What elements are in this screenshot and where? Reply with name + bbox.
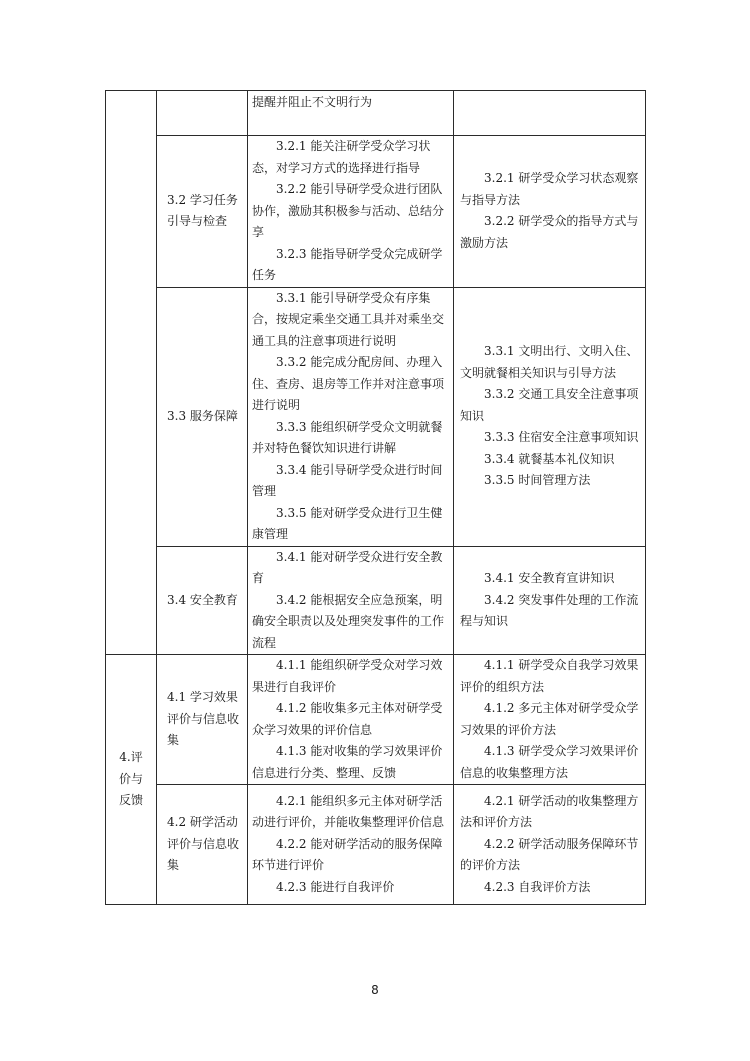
skill-item: 3.3.5 能对研学受众进行卫生健康管理 [252, 505, 443, 541]
table-row [106, 287, 646, 546]
skill-item: 3.2.1 能关注研学受众学习状态，对学习方式的选择进行指导 [252, 139, 431, 175]
skill-item: 3.2.2 能引导研学受众进行团队协作，激励其积极参与活动、总结分享 [252, 182, 445, 239]
unit-cell: 3.4 安全教育 [157, 546, 248, 655]
unit-cell: 3.2 学习任务引导与检查 [157, 136, 248, 288]
knowledge-cell [454, 287, 646, 546]
page-number: 8 [371, 983, 379, 997]
knowledge-cell [454, 785, 646, 905]
knowledge-item: 3.2.2 研学受众的指导方式与激励方法 [460, 214, 639, 250]
knowledge-item: 3.4.2 突发事件处理的工作流程与知识 [460, 592, 639, 628]
knowledge-item: 4.1.1 研学受众自我学习效果评价的组织方法 [460, 658, 639, 694]
table-row [106, 136, 646, 288]
skill-cell [248, 136, 454, 288]
skill-item: 3.3.1 能引导研学受众有序集合，按规定乘坐交通工具并对乘坐交通工具的注意事项进行说明 [252, 290, 445, 348]
skill-item: 4.1.1 能组织研学受众对学习效果进行自我评价 [252, 658, 443, 694]
knowledge-cell [454, 91, 646, 136]
skill-cell [248, 287, 454, 546]
knowledge-item: 3.3.5 时间管理方法 [484, 473, 591, 488]
unit-cell: 4.1 学习效果评价与信息收集 [157, 655, 248, 785]
skill-item: 3.2.3 能指导研学受众完成研学任务 [252, 246, 443, 282]
unit-cell [157, 91, 248, 136]
table-row [106, 546, 646, 655]
skill-item: 3.3.2 能完成分配房间、办理入住、查房、退房等工作并对注意事项进行说明 [252, 355, 445, 412]
skill-item: 4.2.3 能进行自我评价 [276, 879, 395, 894]
knowledge-item: 4.1.3 研学受众学习效果评价信息的收集整理方法 [460, 744, 639, 780]
knowledge-item: 3.3.3 住宿安全注意事项知识 [484, 430, 639, 445]
standards-table [105, 90, 646, 905]
knowledge-item: 3.4.1 安全教育宣讲知识 [484, 571, 615, 585]
knowledge-item: 4.2.1 研学活动的收集整理方法和评价方法 [460, 793, 639, 830]
skill-item: 4.2.2 能对研学活动的服务保障环节进行评价 [252, 836, 443, 873]
knowledge-item: 3.3.1 文明出行、文明入住、文明就餐相关知识与引导方法 [460, 344, 639, 380]
skill-item: 4.1.3 能对收集的学习效果评价信息进行分类、整理、反馈 [252, 744, 443, 780]
knowledge-cell [454, 546, 646, 655]
skill-item: 3.4.1 能对研学受众进行安全教育 [252, 549, 443, 585]
skill-cell [248, 655, 454, 785]
knowledge-item: 3.3.2 交通工具安全注意事项知识 [460, 387, 639, 423]
table-row [106, 785, 646, 905]
skill-item: 3.3.3 能组织研学受众文明就餐并对特色餐饮知识进行讲解 [252, 419, 443, 455]
skill-cell [248, 785, 454, 905]
unit-cell: 3.3 服务保障 [157, 287, 248, 546]
table-row [106, 91, 646, 136]
skill-cell [248, 546, 454, 655]
knowledge-item: 3.2.1 研学受众学习状态观察与指导方法 [460, 171, 639, 207]
knowledge-cell [454, 655, 646, 785]
knowledge-item: 4.1.2 多元主体对研学受众学习效果的评价方法 [460, 701, 639, 737]
skill-item: 3.3.4 能引导研学受众进行时间管理 [252, 462, 443, 498]
unit-cell: 4.2 研学活动评价与信息收集 [157, 785, 248, 905]
knowledge-item: 4.2.2 研学活动服务保障环节的评价方法 [460, 836, 639, 873]
function-cell-4 [106, 655, 157, 905]
function-cell-3 [106, 91, 157, 655]
skill-item: 4.2.1 能组织多元主体对研学活动进行评价，并能收集整理评价信息 [252, 793, 445, 830]
knowledge-item: 4.2.3 自我评价方法 [484, 879, 591, 894]
function-label: 4.评价与反馈 [118, 750, 143, 808]
skill-item: 提醒并阻止不文明行为 [252, 95, 373, 109]
skill-cell [248, 91, 454, 136]
table-row [106, 655, 646, 785]
knowledge-item: 3.3.4 就餐基本礼仪知识 [484, 451, 615, 466]
skill-item: 4.1.2 能收集多元主体对研学受众学习效果的评价信息 [252, 701, 443, 737]
skill-item: 3.4.2 能根据安全应急预案，明确安全职责以及处理突发事件的工作流程 [252, 592, 445, 650]
knowledge-cell [454, 136, 646, 288]
